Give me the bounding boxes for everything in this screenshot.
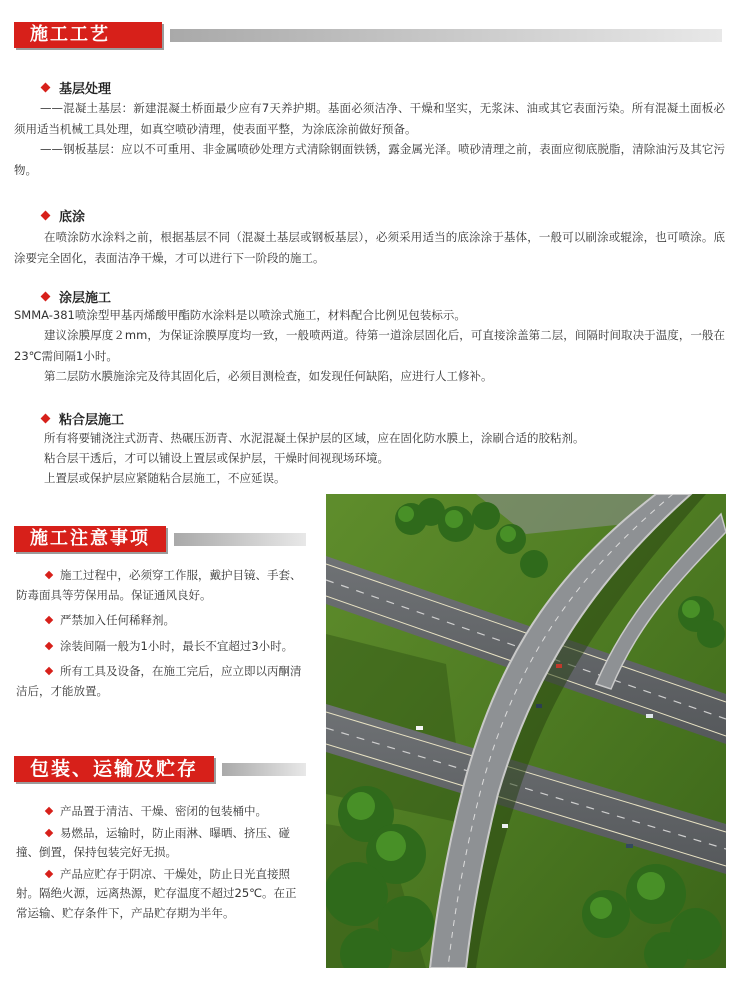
- adhesive-paragraph-1: 所有将要铺浇注式沥青、热碾压沥青、水泥混凝土保护层的区域，应在固化防水膜上，涂刷合适的胶粘剂。: [44, 431, 585, 445]
- precaution-text: 严禁加入任何稀释剂。: [60, 613, 175, 627]
- coating-paragraph-1: SMMA-381喷涂型甲基丙烯酸甲酯防水涂料是以喷涂式施工，材料配合比例见包装标示。: [14, 308, 466, 322]
- subsection-title-coating: [42, 287, 111, 306]
- diamond-bullet-icon: [45, 667, 53, 675]
- subsection-title-primer-text: 底涂: [59, 210, 86, 225]
- highway-interchange-image: [326, 494, 726, 968]
- storage-text: 产品应贮存于阴凉、干燥处，防止日光直接照射。隔绝火源，远离热源，贮存温度不超过25℃。在正常运输、贮存条件下，产品贮存期为半年。: [16, 866, 297, 920]
- precaution-text: 施工过程中，必须穿工作服，戴护目镜、手套、防毒面具等劳保用品。保证通风良好。: [16, 568, 302, 602]
- precaution-text: 所有工具及设备，在施工完后，应立即以丙酮清洁后，才能放置。: [16, 664, 302, 698]
- storage-header-label: 包装、运输及贮存: [14, 756, 214, 782]
- diamond-bullet-icon: [45, 571, 53, 579]
- diamond-bullet-icon: [41, 414, 51, 424]
- precautions-header: [14, 526, 306, 552]
- precautions-list: [16, 566, 302, 707]
- subsection-title-primer: [42, 206, 85, 225]
- list-item: [16, 824, 302, 863]
- diamond-bullet-icon: [45, 869, 53, 877]
- highway-interchange-photo: [326, 494, 726, 968]
- diamond-bullet-icon: [45, 616, 53, 624]
- coating-paragraph-2: 建议涂膜厚度２mm，为保证涂膜厚度均一致，一般喷两道。待第一道涂层固化后，可直接涂盖第二层，间隔时间取决于温度，一般在23℃需间隔1小时。: [14, 328, 725, 363]
- diamond-bullet-icon: [41, 211, 51, 221]
- precautions-header-label: 施工注意事项: [14, 526, 166, 552]
- list-item: [16, 802, 302, 822]
- coating-paragraph-3: 第二层防水膜施涂完及待其固化后，必须目测检查，如发现任何缺陷，应进行人工修补。: [44, 369, 493, 383]
- diamond-bullet-icon: [41, 83, 51, 93]
- precaution-text: 涂装间隔一般为1小时，最长不宜超过3小时。: [60, 638, 294, 653]
- subsection-title-adhesive-text: 粘合层施工: [59, 413, 125, 428]
- storage-list: [16, 802, 302, 929]
- diamond-bullet-icon: [41, 292, 51, 302]
- subsection-title-base: [42, 78, 111, 97]
- subsection-title-coating-text: 涂层施工: [59, 291, 112, 306]
- storage-header-bar: [222, 763, 306, 776]
- storage-text: 产品置于清洁、干燥、密闭的包装桶中。: [60, 804, 267, 818]
- diamond-bullet-icon: [45, 641, 53, 649]
- list-item: [16, 611, 302, 631]
- list-item: [16, 662, 302, 701]
- subsection-title-adhesive: [42, 409, 124, 428]
- process-header-label: 施工工艺: [14, 22, 162, 48]
- diamond-bullet-icon: [45, 807, 53, 815]
- list-item: [16, 637, 302, 657]
- diamond-bullet-icon: [45, 828, 53, 836]
- process-header: [14, 22, 722, 48]
- list-item: [16, 865, 302, 924]
- adhesive-paragraph-3: 上置层或保护层应紧随粘合层施工，不应延误。: [44, 471, 286, 485]
- precautions-header-bar: [174, 533, 306, 546]
- adhesive-paragraph-2: 粘合层干透后，才可以铺设上置层或保护层，干燥时间视现场环境。: [44, 451, 389, 465]
- base-paragraph-steel: ——钢板基层：应以不可重用、非金属喷砂处理方式清除钢面铁锈，露金属光泽。喷砂清理之前，表面应彻底脱脂，清除油污及其它污物。: [14, 142, 725, 177]
- storage-header: [14, 756, 306, 782]
- storage-text: 易燃品，运输时，防止雨淋、曝晒、挤压、碰撞、倒置，保持包装完好无损。: [16, 825, 290, 859]
- process-header-bar: [170, 29, 722, 42]
- primer-paragraph: 在喷涂防水涂料之前，根据基层不同（混凝土基层或钢板基层），必须采用适当的底涂涂于基体，一般可以刷涂或辊涂，也可喷涂。底涂要完全固化，表面洁净干燥，才可以进行下一阶段的施工。: [14, 230, 725, 265]
- subsection-title-base-text: 基层处理: [59, 82, 112, 97]
- list-item: [16, 566, 302, 605]
- base-paragraph-concrete: ——混凝土基层：新建混凝土桥面最少应有7天养护期。基面必须洁净、干燥和坚实，无浆沫、油或其它表面污染。所有混凝土面板必须用适当机械工具处理，如真空喷砂清理，使表面平整，为涂底涂前做好预备。: [14, 101, 725, 136]
